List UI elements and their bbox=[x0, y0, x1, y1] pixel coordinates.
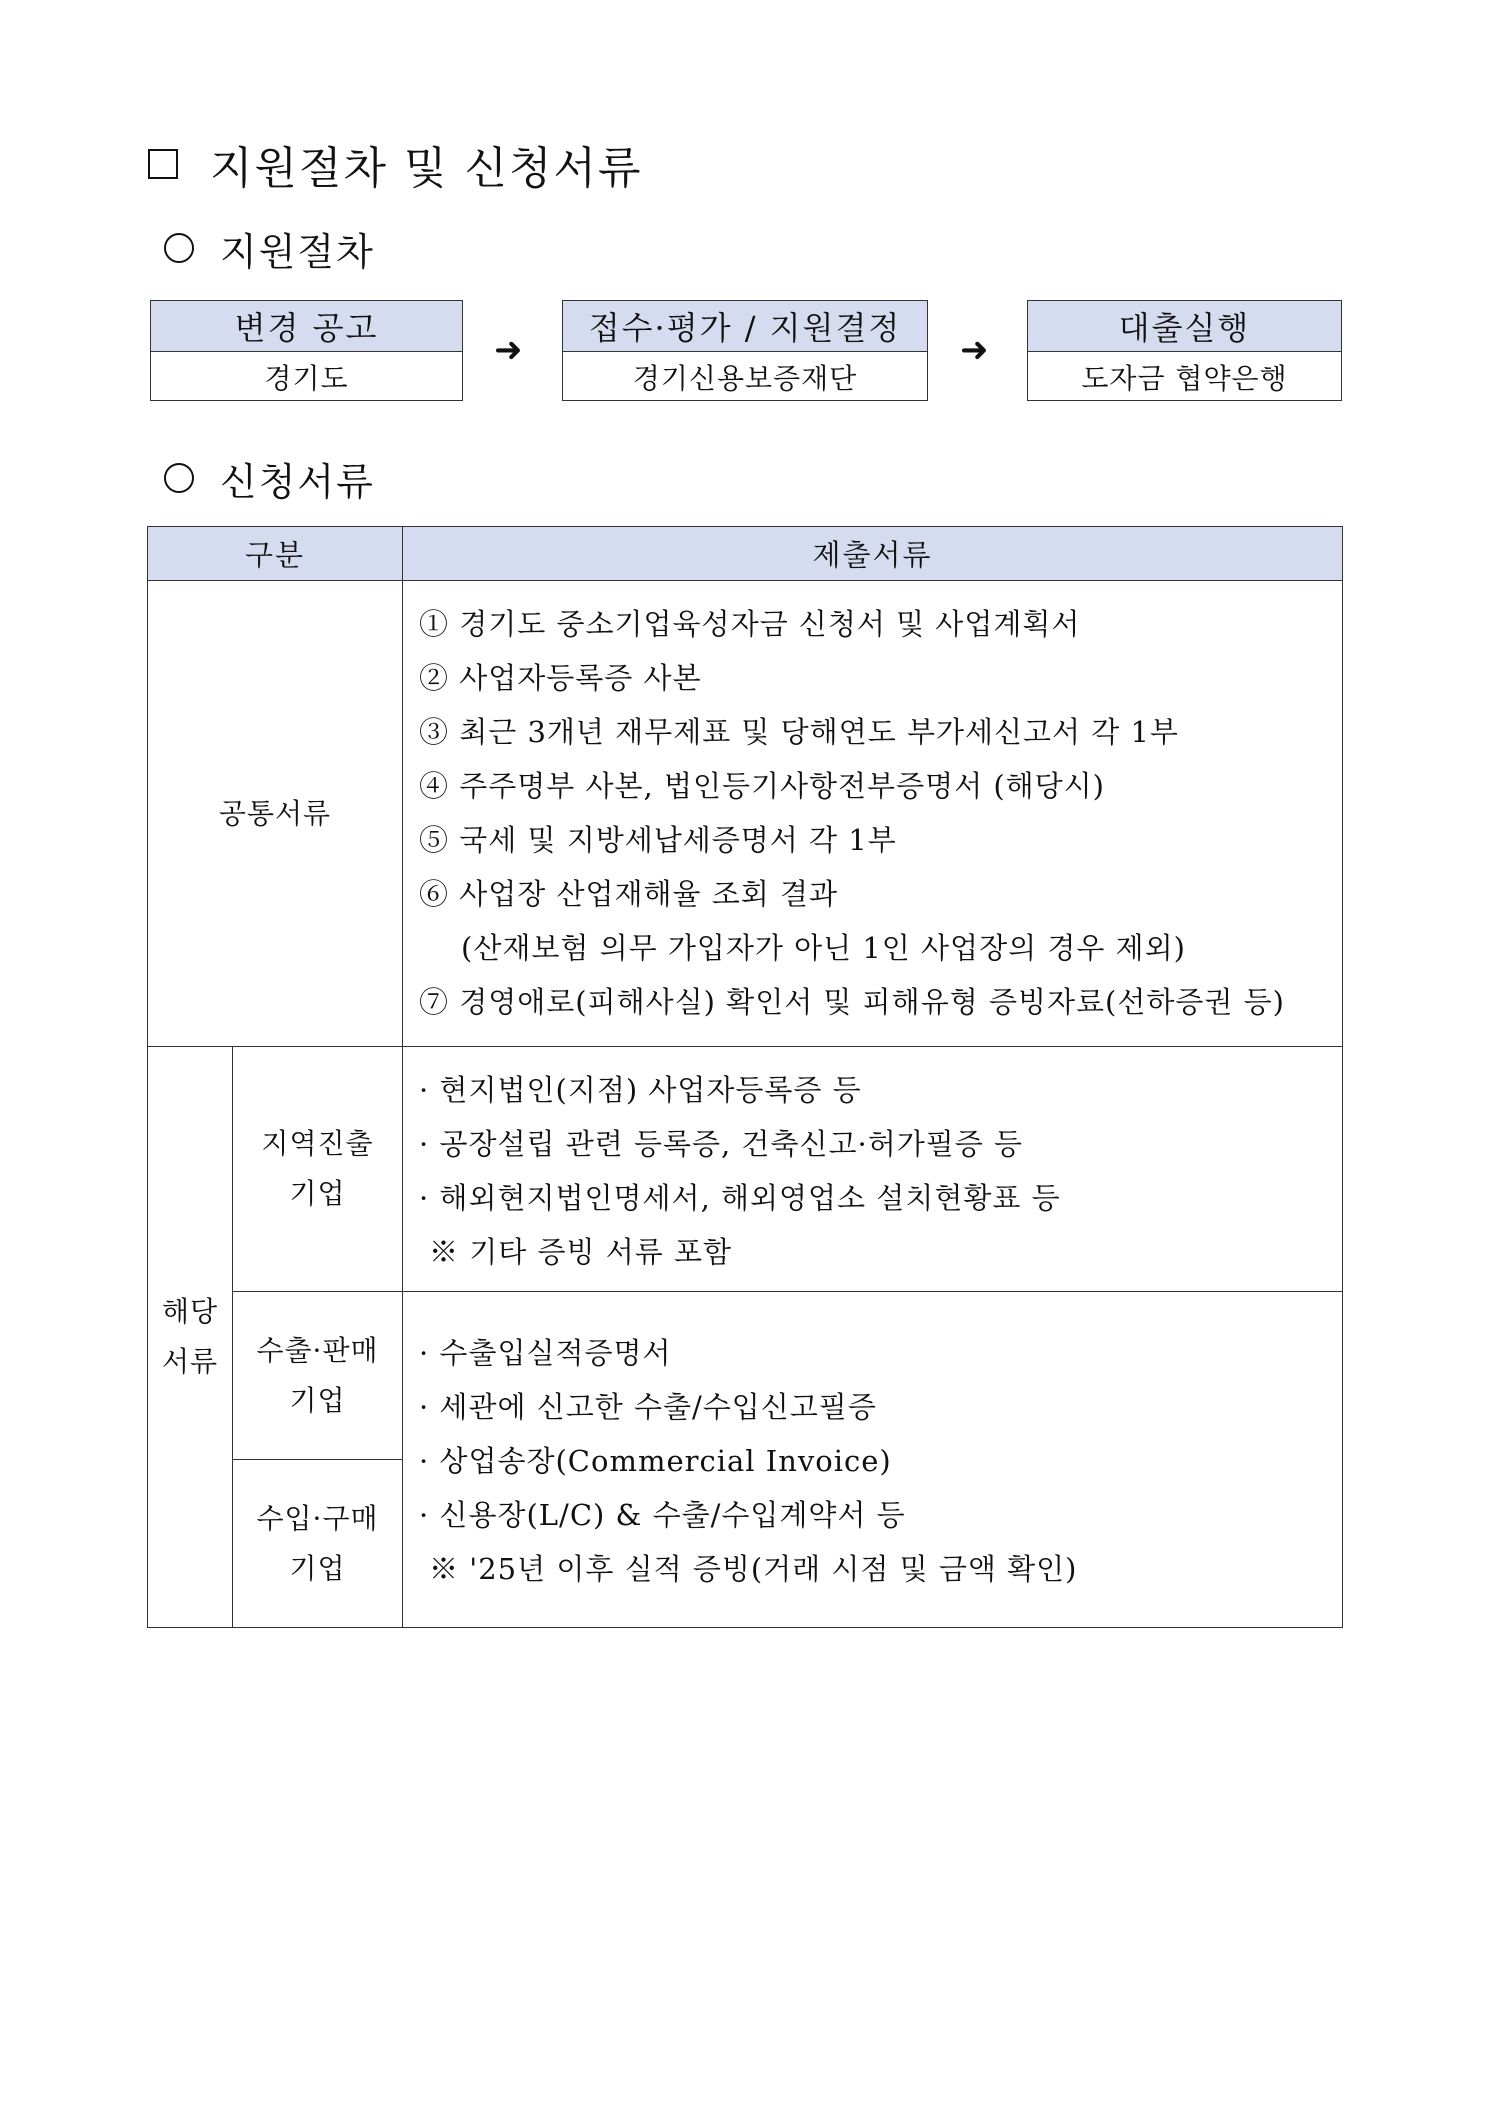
export-label-line: 기업 bbox=[289, 1383, 346, 1417]
regional-label-line: 지역진출 bbox=[261, 1127, 374, 1160]
header-docs: 제출서류 bbox=[403, 527, 1343, 581]
export-label-line: 수출·판매 bbox=[256, 1333, 379, 1367]
import-label-line: 기업 bbox=[289, 1551, 346, 1585]
step-box-2 bbox=[562, 300, 928, 401]
list-item: ③ 최근 3개년 재무제표 및 당해연도 부가세신고서 각 1부 bbox=[419, 714, 1179, 749]
table-header-row bbox=[148, 527, 1343, 581]
list-item: · 세관에 신고한 수출/수입신고필증 bbox=[419, 1390, 877, 1424]
list-item: ⑥ 사업장 산업재해율 조회 결과 bbox=[419, 876, 839, 911]
import-category bbox=[233, 1460, 403, 1628]
table-row-export bbox=[148, 1292, 1343, 1460]
list-item: ① 경기도 중소기업육성자금 신청서 및 사업계획서 bbox=[419, 606, 1081, 641]
list-item: ⑦ 경영애로(피해사실) 확인서 및 피해유형 증빙자료(선하증권 등) bbox=[419, 984, 1285, 1019]
step-agency: 도자금 협약은행 bbox=[1081, 361, 1288, 395]
export-category bbox=[233, 1292, 403, 1460]
procedure-title: 지원절차 bbox=[220, 229, 375, 274]
step-agency: 경기도 bbox=[264, 361, 349, 395]
common-docs-list bbox=[403, 581, 1343, 1047]
list-item: (산재보험 의무 가입자가 아닌 1인 사업장의 경우 제외) bbox=[461, 930, 1186, 965]
list-item: · 신용장(L/C) & 수출/수입계약서 등 bbox=[419, 1498, 906, 1532]
list-item: ※ '25년 이후 실적 증빙(거래 시점 및 금액 확인) bbox=[429, 1552, 1078, 1586]
list-item: · 수출입실적증명서 bbox=[419, 1336, 672, 1370]
step-box-3 bbox=[1027, 300, 1342, 401]
table-row-regional bbox=[148, 1047, 1343, 1292]
regional-label-line: 기업 bbox=[289, 1177, 346, 1210]
table-row-common bbox=[148, 581, 1343, 1047]
square-bullet-icon bbox=[148, 149, 178, 179]
list-item: ④ 주주명부 사본, 법인등기사항전부증명서 (해당시) bbox=[419, 768, 1106, 803]
list-item: · 해외현지법인명세서, 해외영업소 설치현황표 등 bbox=[419, 1180, 1061, 1215]
list-item: · 현지법인(지점) 사업자등록증 등 bbox=[419, 1072, 862, 1107]
header-category: 구분 bbox=[148, 527, 403, 581]
documents-title: 신청서류 bbox=[220, 459, 375, 504]
list-item: · 상업송장(Commercial Invoice) bbox=[419, 1444, 892, 1478]
common-category: 공통서류 bbox=[148, 581, 403, 1047]
step-label: 접수·평가 / 지원결정 bbox=[563, 301, 927, 352]
right-arrow-icon: ➜ bbox=[960, 330, 989, 370]
regional-docs-list bbox=[403, 1047, 1343, 1292]
list-item: ⑤ 국세 및 지방세납세증명서 각 1부 bbox=[419, 822, 897, 857]
procedure-flow bbox=[150, 300, 1342, 401]
step-label: 대출실행 bbox=[1028, 301, 1341, 352]
documents-heading bbox=[164, 452, 375, 504]
procedure-heading bbox=[164, 222, 375, 274]
list-item: ② 사업자등록증 사본 bbox=[419, 660, 702, 695]
documents-table bbox=[147, 526, 1343, 1628]
circle-bullet-icon bbox=[164, 233, 194, 263]
step-label: 변경 공고 bbox=[151, 301, 462, 352]
trade-docs-list bbox=[403, 1292, 1343, 1628]
right-arrow-icon: ➜ bbox=[494, 330, 523, 370]
section-title: 지원절차 및 신청서류 bbox=[210, 143, 643, 194]
specific-category bbox=[148, 1047, 233, 1628]
specific-category-line: 서류 bbox=[161, 1345, 219, 1378]
circle-bullet-icon bbox=[164, 463, 194, 493]
import-label-line: 수입·구매 bbox=[256, 1501, 379, 1535]
list-item: ※ 기타 증빙 서류 포함 bbox=[429, 1234, 732, 1269]
specific-category-line: 해당 bbox=[161, 1295, 219, 1328]
section-heading bbox=[148, 134, 643, 194]
step-agency: 경기신용보증재단 bbox=[632, 361, 858, 395]
regional-category bbox=[233, 1047, 403, 1292]
list-item: · 공장설립 관련 등록증, 건축신고·허가필증 등 bbox=[419, 1126, 1023, 1161]
step-box-1 bbox=[150, 300, 463, 401]
